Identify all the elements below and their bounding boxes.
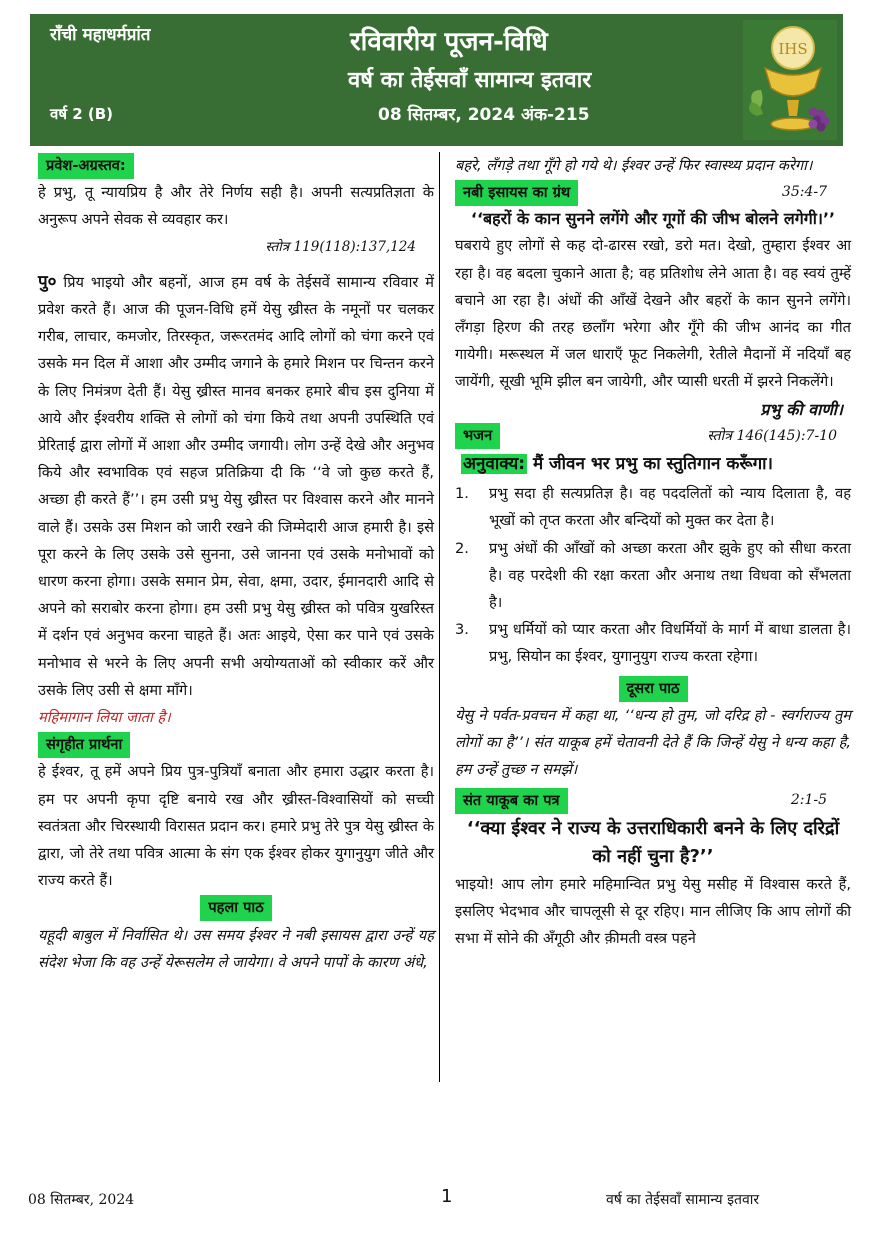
first-reading-intro: यहूदी बाबुल में निर्वासित थे। उस समय ईश्वर ने नबी इसायस द्वारा उन्हें यह संदेश भेजा कि वह उन्हें येरूसलेम ले जायेगा। वे अपने पापों के कारण अंधे, <box>38 926 434 971</box>
chalice-host-logo <box>743 20 837 140</box>
response-label: अनुवाक्य: <box>463 454 526 475</box>
psalm-heading: भजन <box>455 423 500 449</box>
psalm-response <box>455 450 851 478</box>
ihs-text: IHS <box>778 40 808 58</box>
word-of-the-lord: प्रभु की वाणी। <box>760 399 843 419</box>
james-quote: ‘‘क्या ईश्वर ने राज्य के उत्तराधिकारी बनने के लिए दरिद्रों को नहीं चुना है?’’ <box>466 817 840 867</box>
isaiah-heading: नबी इसायस का ग्रंथ <box>455 180 578 206</box>
right-column <box>455 152 851 952</box>
page-number: 1 <box>441 1186 453 1207</box>
header-band <box>30 14 843 146</box>
gloria-rubric: महिमागान लिया जाता है। <box>38 709 171 727</box>
isaiah-quote: ‘‘बहरों के कान सुनने लगेंगे और गूगों की जीभ बोलने लगेगी।’’ <box>470 209 836 229</box>
psalm-verses <box>455 480 851 670</box>
second-reading-heading: दूसरा पाठ <box>619 676 688 702</box>
liturgical-year: वर्ष 2 (B) <box>50 105 114 123</box>
isaiah-text: घबराये हुए लोगों से कह दो-ढारस रखो, डरो मत। देखो, तुम्हारा ईश्वर आ रहा है। वह बदला चुकाने आता है; वह प्रतिशोध लेने आता है। वह स्वयं तुम्हें बचाने आ रहा है। अंधों की आँखें देखने और बहरों के कान सुनने लगेंगे। लँगड़ा हिरण की तरह छलाँग भरेगा और गूँगे की जीभ आनंद का गीत गायेगी। मरूस्थल में जल धाराएँ फूट निकलेगी, रेतीले मैदानों में नदियाँ बह जायेंगी, सूखी भूमि झील बन जायेगी, और प्यासी धरती में झरने निकलेंगे। <box>455 237 851 391</box>
psalm-verse: 2. प्रभु अंधों की आँखों को अच्छा करता और झुके हुए को सीधा करता है। वह परदेशी की रक्षा करता और अनाथ तथा विधवा को सँभलता है। <box>455 539 851 612</box>
introduction-text: प्रिय भाइयो और बहनों, आज हम वर्ष के तेईसवें सामान्य रविवार में प्रवेश करते हैं। आज की पूजन-विधि हमें येसु ख्रीस्त के नमूनों पर चलकर गरीब, लाचार, कमजोर, तिरस्कृत, जरूरतमंद आदि लोगों को चंगा करने एवं उसके मन दिल में आशा और उम्मीद जगाने के हमारे मिशन पर चिन्तन करने के लिए निमंत्रण देती हैं। येसु ख्रीस्त मानव बनकर हमारे बीच इस दुनिया में आये और ईश्वरीय शक्ति से लोगों को चंगा किये तथा अपनी उपस्थिति एवं प्रेरिताई द्वारा लोगों में आशा और उम्मीद जगायी। लोग उन्हें देखे और अनुभव किये और स्वभाविक एवं सहज प्रतिक्रिया दी कि ‘‘वे जो कुछ करते हैं, अच्छा ही करते हैं’’। हम उसी प्रभु येसु ख्रीस्त पर विश्वास करने और मानने वाले हैं। उसके उस मिशन को जारी रखने की जिम्मेदारी आज हमारी है। इसे पूरा करने के लिए उसके उसे सुनना, उसे जानना एवं उसके मनोभावों को धारण करना होगा। उसके समान प्रेम, सेवा, क्षमा, उदार, ईमानदारी आदि से अपने को सराबोर करना होगा। हम उसी प्रभु येसु ख्रीस्त को पवित्र युखरिस्त में दर्शन एवं अनुभव करना चाहते हैं। अतः आइये, ऐसा कर पाने एवं उसके मनोभाव से भरने के लिए अपनी सभी अयोग्यताओं को स्वीकार करें और उसके लिए उसी से क्षमा माँगे। <box>38 273 434 699</box>
diocese-name: राँची महाधर्मप्रांत <box>50 25 151 45</box>
introduction-paragraph <box>38 269 434 704</box>
footer-title: वर्ष का तेईसवाँ सामान्य इतवार <box>606 1192 760 1208</box>
second-reading-intro: येसु ने पर्वत-प्रवचन में कहा था, ‘‘धन्य हो तुम, जो दरिद्र हो - स्वर्गराज्य तुम लोगों का है’’। संत याकूब हमें चेतावनी देते हैं कि जिन्हें येसु ने धन्य कहा है, हम उन्हें तुच्छ न समझें। <box>455 706 851 779</box>
isaiah-heading-row <box>455 179 851 206</box>
entrance-heading: प्रवेश-अग्रस्तव: <box>38 153 134 179</box>
left-column <box>38 152 434 976</box>
isaiah-reference: 35:4-7 <box>781 184 827 201</box>
page-subtitle: वर्ष का तेईसवाँ सामान्य इतवार <box>348 68 592 93</box>
james-heading-row <box>455 787 851 814</box>
first-reading-intro-continued: बहरे, लँगड़े तथा गूँगे हो गये थे। ईश्वर उन्हें फिर स्वास्थ्य प्रदान करेगा। <box>455 157 813 174</box>
first-reading-heading: पहला पाठ <box>200 895 271 921</box>
collect-text: हे ईश्वर, तू हमें अपने प्रिय पुत्र-पुत्रियाँ बनाता और हमारा उद्धार करता है। हम पर अपनी कृपा दृष्टि बनाये रख और ख्रीस्त-विश्वासियों को सच्ची स्वतंत्रता और चिरस्थायी विरासत प्रदान कर। हमारे प्रभु तेरे पुत्र येसु ख्रीस्त के द्वारा, जो तेरे तथा पवित्र आत्मा के संग एक ईश्वर होकर युगानुयुग जीते और राज्य करते हैं। <box>38 763 434 890</box>
psalm-verse: 1. प्रभु सदा ही सत्यप्रतिज्ञ है। वह पददलितों को न्याय दिलाता है, वह भूखों को तृप्त करता और बन्दियों को मुक्त कर देता है। <box>455 485 851 530</box>
entrance-text: हे प्रभु, तू न्यायप्रिय है और तेरे निर्णय सही है। अपनी सत्यप्रतिज्ञता के अनुरूप अपने सेवक से व्यवहार कर। <box>38 184 434 229</box>
response-text: मैं जीवन भर प्रभु का स्तुतिगान करूँगा। <box>527 454 774 475</box>
entrance-antiphon-section <box>38 152 434 261</box>
james-heading: संत याकूब का पत्र <box>455 788 568 814</box>
priest-marker: पु० <box>38 271 57 292</box>
collect-heading: संगृहीत प्रार्थना <box>38 732 130 758</box>
james-text: भाइयो! आप लोग हमारे महिमान्वित प्रभु येसु मसीह में विश्वास करते हैं, इसलिए भेदभाव और चापलूसी से दूर रहिए। मान लीजिए कि आप लोगों की सभा में सोने की अँगूठी और क़ीमती वस्त्र पहने <box>455 875 851 948</box>
james-reference: 2:1-5 <box>790 792 827 809</box>
entrance-citation: स्तोत्र 119(118):137,124 <box>265 238 416 255</box>
psalm-heading-row <box>455 423 851 450</box>
date-issue: 08 सितम्बर, 2024 अंक-215 <box>378 105 590 125</box>
footer-date: 08 सितम्बर, 2024 <box>28 1192 135 1208</box>
psalm-verse: 3. प्रभु धर्मियों को प्यार करता और विधर्मियों के मार्ग में बाधा डालता है। प्रभु, सियोन का ईश्वर, युगानुयुग राज्य करता रहेगा। <box>455 621 851 666</box>
page-title: रविवारीय पूजन-विधि <box>350 27 548 57</box>
column-divider <box>439 152 440 1082</box>
psalm-reference: स्तोत्र 146(145):7-10 <box>707 427 837 444</box>
